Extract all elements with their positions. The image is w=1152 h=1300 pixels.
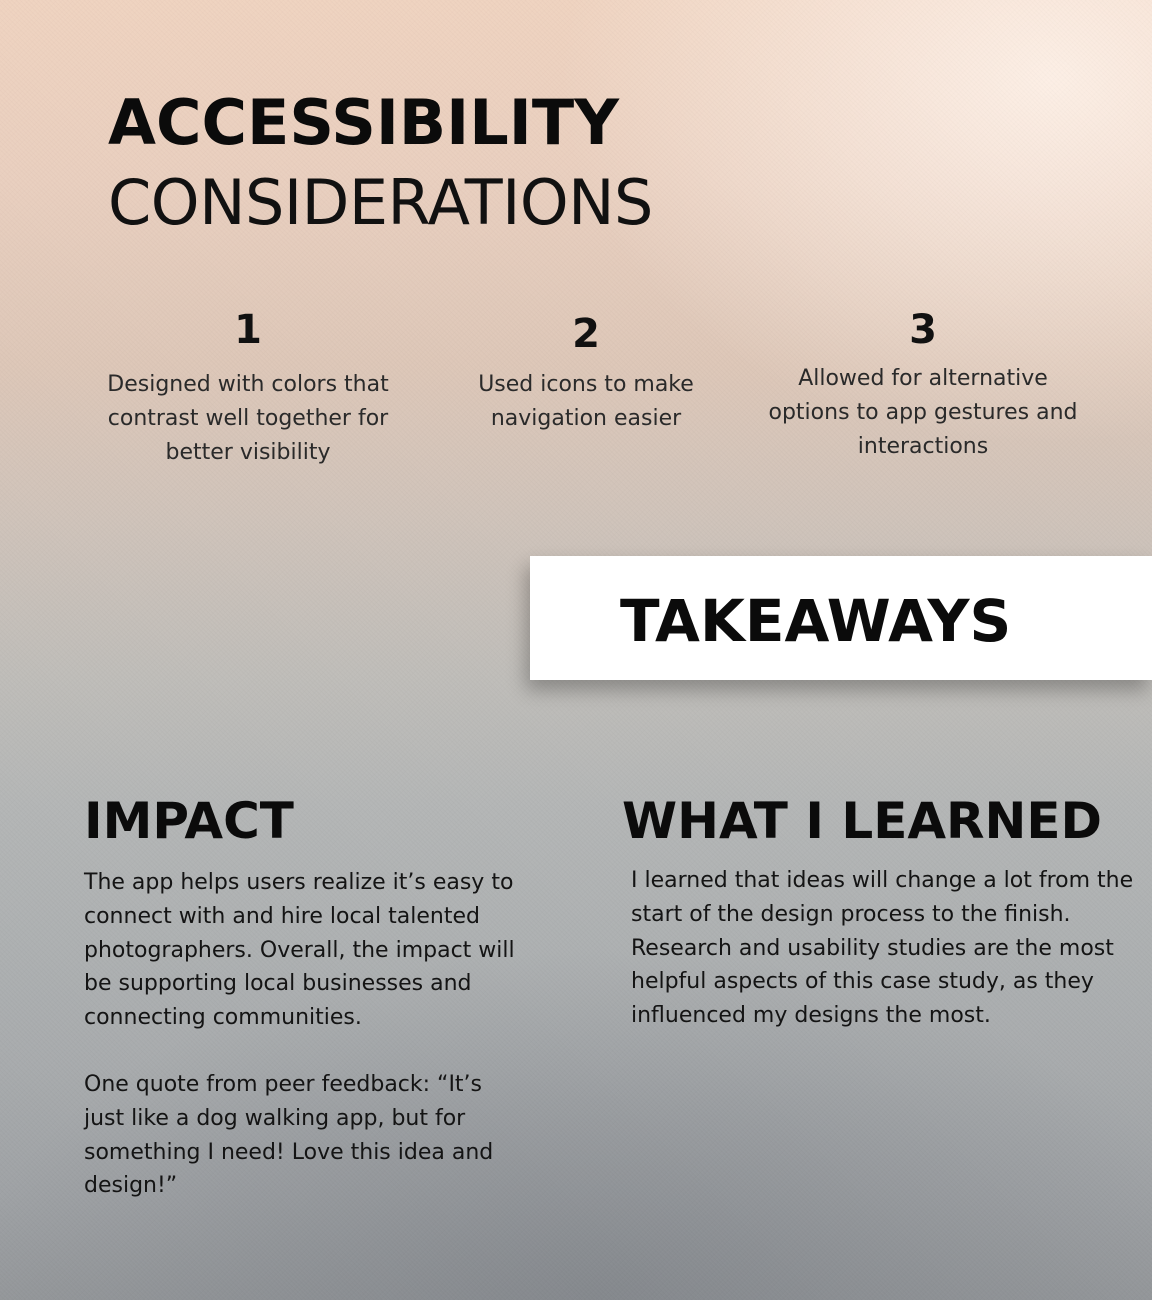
accessibility-heading-bold: ACCESSIBILITY	[108, 86, 620, 159]
takeaways-title: TAKEAWAYS	[620, 587, 1012, 655]
accessibility-heading-light: CONSIDERATIONS	[108, 166, 653, 239]
accessibility-point-2	[426, 311, 746, 436]
point-text: Allowed for alternative options to app gestures and interactions	[768, 366, 1078, 459]
point-number: 2	[572, 311, 600, 357]
accessibility-point-3	[763, 307, 1083, 464]
takeaways-banner	[530, 556, 1152, 680]
impact-body: The app helps users realize it’s easy to connect with and hire local talented photographers. Overall, the impact will be supporting local businesses and connecting communities.	[84, 870, 515, 1031]
what-i-learned-body: I learned that ideas will change a lot from the start of the design process to the finish. Research and usability studies are the most helpful aspects of this case study, as they influenced my designs the most.	[631, 868, 1134, 1029]
impact-title: IMPACT	[84, 792, 294, 850]
point-text: Designed with colors that contrast well together for better visibility	[107, 372, 389, 465]
what-i-learned-title: WHAT I LEARNED	[622, 792, 1103, 850]
accessibility-point-1	[88, 307, 408, 470]
point-number: 1	[234, 307, 262, 353]
impact-quote: One quote from peer feedback: “It’s just like a dog walking app, but for something I need! Love this idea and design!”	[84, 1072, 494, 1199]
point-text: Used icons to make navigation easier	[478, 372, 694, 431]
point-number: 3	[909, 307, 937, 353]
accessibility-heading	[108, 86, 653, 239]
